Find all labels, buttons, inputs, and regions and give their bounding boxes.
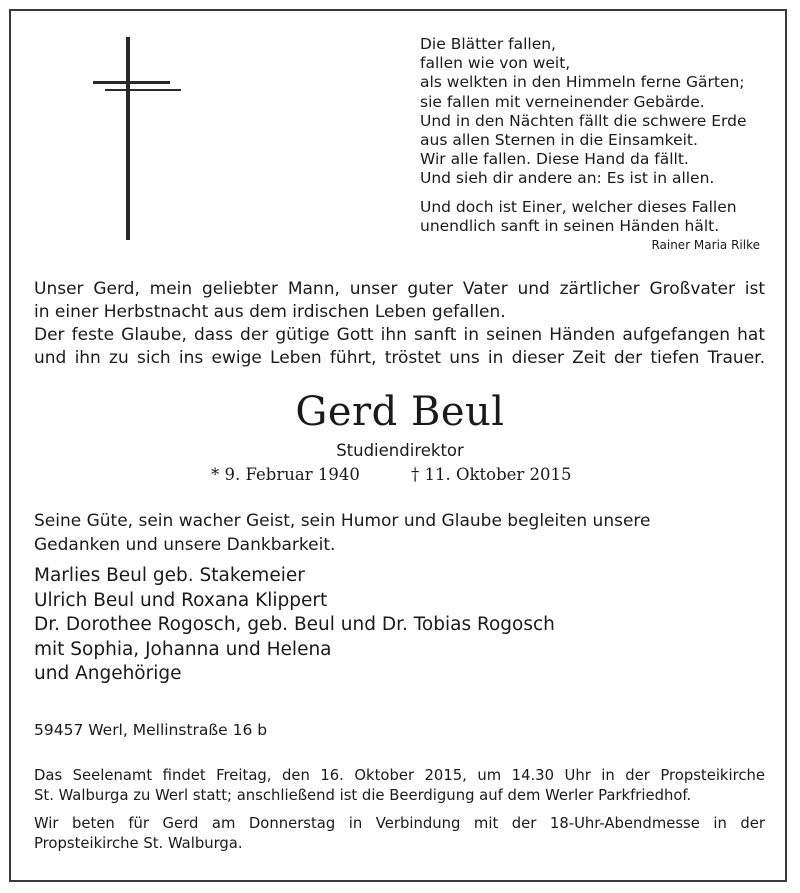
mourner-name: Ulrich Beul und Roxana Klippert [34,589,328,611]
funeral-info [34,766,765,854]
address: 59457 Werl, Mellinstraße 16 b [34,721,268,739]
intro-line: Der feste Glaube, dass der gütige Gott ihn sanft in seinen Händen aufgefangen hat [34,325,765,345]
poem-line: Und sieh dir andere an: Es ist in allen. [420,169,715,188]
prayer-line: Propsteikirche St. Walburga. [34,835,243,852]
mourner-name: Marlies Beul geb. Stakemeier [34,565,305,586]
poem-line: sie fallen mit verneinender Gebärde. [420,92,705,111]
requiem-line: Das Seelenamt findet Freitag, den 16. Oktober 2015, um 14.30 Uhr in der Propsteikirche [34,767,765,784]
tribute-line: Seine Güte, sein wacher Geist, sein Humor und Glaube begleiten unsere [34,511,651,531]
poem-stanza-2 [420,198,765,236]
poem-line: aus allen Sternen in die Einsamkeit. [420,131,698,150]
deceased-title: Studiendirektor [336,441,464,460]
poem-author: Rainer Maria Rilke [651,238,760,253]
requiem-paragraph [34,766,765,806]
deceased-name: Gerd Beul [295,389,505,435]
prayer-line: Wir beten für Gerd am Donnerstag in Verbindung mit der 18-Uhr-Abendmesse in der [34,815,765,832]
birth-date: * 9. Februar 1940 [211,465,360,484]
poem-stanza-1 [420,35,765,189]
cross-vertical-bar [126,37,130,240]
intro-text [34,278,765,370]
intro-line: Unser Gerd, mein geliebter Mann, unser guter Vater und zärtlicher Großvater ist [34,279,765,299]
poem [420,35,765,253]
poem-line: unendlich sanft in seinen Händen hält. [420,216,720,235]
tribute-text [34,509,765,557]
mourner-name: und Angehörige [34,663,182,684]
tribute-line: Gedanken und unsere Dankbarkeit. [34,535,336,555]
cross-horizontal-bar [93,81,170,84]
cross-horizontal-bar-shadow [105,89,181,91]
poem-line: Und doch ist Einer, welcher dieses Fallen [420,197,737,216]
death-date: † 11. Oktober 2015 [411,465,572,484]
poem-line: Wir alle fallen. Diese Hand da fällt. [420,150,689,169]
intro-line: in einer Herbstnacht aus dem irdischen Leben gefallen. [34,302,506,322]
intro-line: und ihn zu sich ins ewige Leben führt, tröstet uns in dieser Zeit der tiefen Trauer. [34,348,765,368]
prayer-paragraph [34,814,765,854]
requiem-line: St. Walburga zu Werl statt; anschließend ist die Beerdigung auf dem Werler Parkfriedhof. [34,787,692,804]
poem-line: Die Blätter fallen, [420,35,556,53]
mourner-name: Dr. Dorothee Rogosch, geb. Beul und Dr. Tobias Rogosch [34,614,555,635]
poem-line: fallen wie von weit, [420,54,571,73]
poem-line: Und in den Nächten fällt die schwere Erde [420,111,747,130]
mourner-name: mit Sophia, Johanna und Helena [34,638,332,660]
mourners-list [34,564,765,687]
poem-line: als welkten in den Himmeln ferne Gärten; [420,73,745,92]
